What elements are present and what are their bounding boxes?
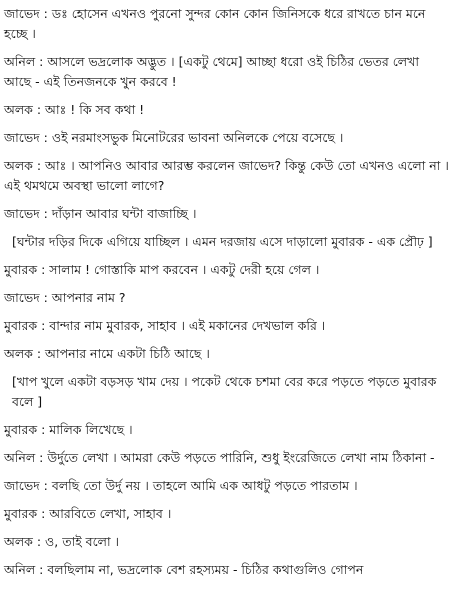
dialogue-javed-3: জাভেদ : দাঁড়ান আবার ঘন্টা বাজাচ্ছি । — [4, 206, 197, 221]
dialogue-javed-5: জাভেদ : বলছি তো উর্দু নয় । তাহলে আমি এক আধটু পড়তে পারতাম । — [4, 478, 358, 493]
dialogue-alok-1: অলক : আঃ ! কি সব কথা ! — [4, 102, 145, 117]
dialogue-mubarak-4: মুবারক : আরবিতে লেখা, সাহাব । — [4, 506, 172, 521]
stage-direction-1: [ঘন্টার দড়ির দিকে এগিয়ে যাচ্ছিল । এমন দরজায় এসে দাড়ালো মুবারক - এক প্রৌঢ় ] — [12, 234, 433, 249]
dialogue-mubarak-2: মুবারক : বান্দার নাম মুবারক, সাহাব । এই মকানের দেখভাল করি । — [4, 318, 326, 333]
dialogue-anil-1: অনিল : আসলে ভদ্রলোক অদ্ভুত । [একটু থেমে] আচ্ছা ধরো ওই চিঠির ভেতর লেখা আছে - এই তিনজনকে খুন করবে ! — [4, 54, 419, 89]
dialogue-anil-2: অনিল : উর্দুতে লেখা । আমরা কেউ পড়তে পারিনি, শুধু ইংরেজিতে লেখা নাম ঠিকানা - — [4, 450, 435, 465]
dialogue-javed-2: জাভেদ : ওই নরমাংসভুক মিনোটরের ভাবনা অনিলকে পেয়ে বসেছে । — [4, 130, 344, 145]
dialogue-mubarak-3: মুবারক : মালিক লিখেছে । — [4, 422, 133, 437]
dialogue-mubarak-1: মুবারক : সালাম ! গোস্তাকি মাপ করবেন । একটু দেরী হয়ে গেল । — [4, 262, 320, 277]
dialogue-javed-4: জাভেদ : আপনার নাম ? — [4, 290, 126, 305]
dialogue-anil-3: অনিল : বলছিলাম না, ভদ্রলোক বেশ রহস্যময় - চিঠির কথাগুলিও গোপন — [4, 562, 364, 577]
dialogue-alok-3: অলক : আপনার নামে একটা চিঠি আছে । — [4, 346, 210, 361]
dialogue-alok-2: অলক : আঃ । আপনিও আবার আরম্ভ করলেন জাভেদ? কিন্তু কেউ তো এখনও এলো না । এই থমথমে অবস্থা ভালো লাগে? — [4, 158, 449, 193]
dialogue-javed-1: জাভেদ : ডঃ হোসেন এখনও পুরনো সুন্দর কোন কোন জিনিসকে ধরে রাখতে চান মনে হচ্ছে । — [4, 6, 426, 41]
dialogue-alok-4: অলক : ও, তাই বলো । — [4, 534, 120, 549]
stage-direction-2: [খাপ খুলে একটা বড়সড় খাম দেয় । পকেট থেকে চশমা বের করে পড়তে পড়তে মুবারক বলে ] — [12, 374, 437, 409]
